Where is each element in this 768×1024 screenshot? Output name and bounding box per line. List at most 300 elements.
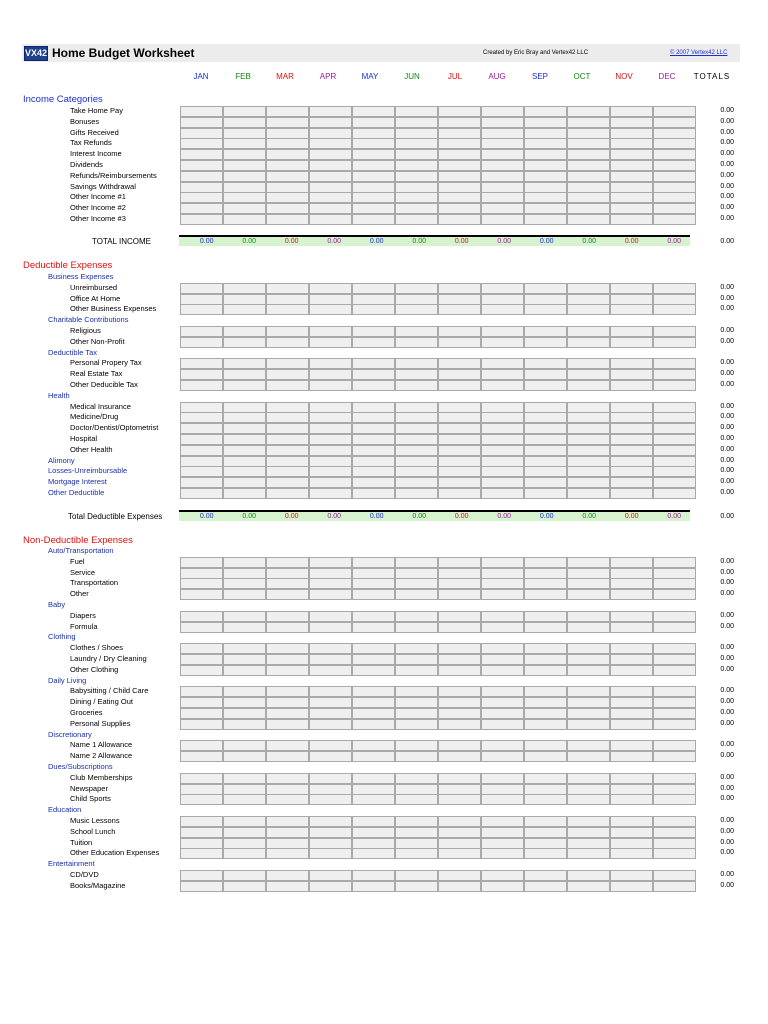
input-cell-feb[interactable]: [223, 117, 266, 128]
input-cell-oct[interactable]: [567, 283, 610, 294]
input-cell-sep[interactable]: [524, 578, 567, 589]
input-cell-mar[interactable]: [266, 160, 309, 171]
input-cell-jul[interactable]: [438, 283, 481, 294]
input-cell-mar[interactable]: [266, 171, 309, 182]
input-cell-may[interactable]: [352, 128, 395, 139]
input-cell-feb[interactable]: [223, 848, 266, 859]
input-cell-oct[interactable]: [567, 740, 610, 751]
input-cell-aug[interactable]: [481, 827, 524, 838]
input-cell-dec[interactable]: [653, 708, 696, 719]
input-cell-oct[interactable]: [567, 827, 610, 838]
input-cell-jul[interactable]: [438, 171, 481, 182]
input-cell-may[interactable]: [352, 477, 395, 488]
input-cell-feb[interactable]: [223, 578, 266, 589]
input-cell-jul[interactable]: [438, 466, 481, 477]
input-cell-apr[interactable]: [309, 751, 352, 762]
input-cell-jun[interactable]: [395, 203, 438, 214]
input-cell-nov[interactable]: [610, 106, 653, 117]
input-cell-may[interactable]: [352, 182, 395, 193]
input-cell-jan[interactable]: [180, 751, 223, 762]
input-cell-mar[interactable]: [266, 488, 309, 499]
input-cell-jan[interactable]: [180, 611, 223, 622]
input-cell-jul[interactable]: [438, 203, 481, 214]
input-cell-jun[interactable]: [395, 488, 438, 499]
input-cell-feb[interactable]: [223, 369, 266, 380]
input-cell-oct[interactable]: [567, 773, 610, 784]
input-cell-jul[interactable]: [438, 456, 481, 467]
input-cell-feb[interactable]: [223, 337, 266, 348]
input-cell-mar[interactable]: [266, 358, 309, 369]
input-cell-dec[interactable]: [653, 827, 696, 838]
input-cell-aug[interactable]: [481, 138, 524, 149]
input-cell-jan[interactable]: [180, 402, 223, 413]
input-cell-may[interactable]: [352, 870, 395, 881]
input-cell-feb[interactable]: [223, 106, 266, 117]
input-cell-nov[interactable]: [610, 138, 653, 149]
input-cell-oct[interactable]: [567, 697, 610, 708]
input-cell-mar[interactable]: [266, 445, 309, 456]
input-cell-apr[interactable]: [309, 369, 352, 380]
input-cell-sep[interactable]: [524, 654, 567, 665]
input-cell-feb[interactable]: [223, 128, 266, 139]
input-cell-sep[interactable]: [524, 488, 567, 499]
input-cell-feb[interactable]: [223, 488, 266, 499]
input-cell-jun[interactable]: [395, 816, 438, 827]
input-cell-apr[interactable]: [309, 203, 352, 214]
input-cell-feb[interactable]: [223, 622, 266, 633]
input-cell-sep[interactable]: [524, 117, 567, 128]
input-cell-jul[interactable]: [438, 380, 481, 391]
input-cell-nov[interactable]: [610, 654, 653, 665]
input-cell-mar[interactable]: [266, 128, 309, 139]
input-cell-jun[interactable]: [395, 358, 438, 369]
input-cell-jan[interactable]: [180, 106, 223, 117]
input-cell-feb[interactable]: [223, 784, 266, 795]
input-cell-oct[interactable]: [567, 665, 610, 676]
input-cell-jan[interactable]: [180, 488, 223, 499]
input-cell-jun[interactable]: [395, 171, 438, 182]
input-cell-mar[interactable]: [266, 578, 309, 589]
input-cell-nov[interactable]: [610, 466, 653, 477]
input-cell-aug[interactable]: [481, 848, 524, 859]
input-cell-oct[interactable]: [567, 751, 610, 762]
input-cell-dec[interactable]: [653, 816, 696, 827]
input-cell-jul[interactable]: [438, 358, 481, 369]
input-cell-apr[interactable]: [309, 445, 352, 456]
input-cell-aug[interactable]: [481, 568, 524, 579]
input-cell-may[interactable]: [352, 740, 395, 751]
input-cell-feb[interactable]: [223, 402, 266, 413]
input-cell-dec[interactable]: [653, 294, 696, 305]
input-cell-oct[interactable]: [567, 870, 610, 881]
input-cell-nov[interactable]: [610, 171, 653, 182]
input-cell-dec[interactable]: [653, 784, 696, 795]
input-cell-mar[interactable]: [266, 326, 309, 337]
input-cell-apr[interactable]: [309, 773, 352, 784]
input-cell-oct[interactable]: [567, 182, 610, 193]
input-cell-may[interactable]: [352, 160, 395, 171]
input-cell-jan[interactable]: [180, 466, 223, 477]
input-cell-aug[interactable]: [481, 719, 524, 730]
input-cell-jan[interactable]: [180, 294, 223, 305]
input-cell-jul[interactable]: [438, 838, 481, 849]
input-cell-sep[interactable]: [524, 827, 567, 838]
input-cell-dec[interactable]: [653, 838, 696, 849]
input-cell-feb[interactable]: [223, 708, 266, 719]
input-cell-dec[interactable]: [653, 128, 696, 139]
input-cell-mar[interactable]: [266, 697, 309, 708]
input-cell-nov[interactable]: [610, 827, 653, 838]
input-cell-sep[interactable]: [524, 643, 567, 654]
input-cell-may[interactable]: [352, 654, 395, 665]
input-cell-nov[interactable]: [610, 816, 653, 827]
input-cell-jul[interactable]: [438, 434, 481, 445]
input-cell-sep[interactable]: [524, 686, 567, 697]
input-cell-oct[interactable]: [567, 304, 610, 315]
input-cell-apr[interactable]: [309, 488, 352, 499]
input-cell-nov[interactable]: [610, 665, 653, 676]
input-cell-jun[interactable]: [395, 412, 438, 423]
input-cell-dec[interactable]: [653, 740, 696, 751]
input-cell-aug[interactable]: [481, 622, 524, 633]
input-cell-mar[interactable]: [266, 719, 309, 730]
input-cell-jun[interactable]: [395, 578, 438, 589]
input-cell-may[interactable]: [352, 326, 395, 337]
input-cell-feb[interactable]: [223, 557, 266, 568]
input-cell-dec[interactable]: [653, 751, 696, 762]
input-cell-nov[interactable]: [610, 380, 653, 391]
input-cell-nov[interactable]: [610, 182, 653, 193]
input-cell-apr[interactable]: [309, 816, 352, 827]
input-cell-sep[interactable]: [524, 402, 567, 413]
input-cell-aug[interactable]: [481, 128, 524, 139]
input-cell-feb[interactable]: [223, 870, 266, 881]
input-cell-jul[interactable]: [438, 611, 481, 622]
input-cell-apr[interactable]: [309, 402, 352, 413]
input-cell-jun[interactable]: [395, 477, 438, 488]
input-cell-may[interactable]: [352, 557, 395, 568]
input-cell-apr[interactable]: [309, 182, 352, 193]
input-cell-dec[interactable]: [653, 106, 696, 117]
input-cell-dec[interactable]: [653, 445, 696, 456]
input-cell-jun[interactable]: [395, 881, 438, 892]
input-cell-jun[interactable]: [395, 870, 438, 881]
input-cell-apr[interactable]: [309, 881, 352, 892]
input-cell-mar[interactable]: [266, 827, 309, 838]
input-cell-mar[interactable]: [266, 773, 309, 784]
input-cell-oct[interactable]: [567, 337, 610, 348]
input-cell-sep[interactable]: [524, 557, 567, 568]
input-cell-sep[interactable]: [524, 838, 567, 849]
input-cell-sep[interactable]: [524, 337, 567, 348]
input-cell-feb[interactable]: [223, 192, 266, 203]
input-cell-sep[interactable]: [524, 568, 567, 579]
input-cell-dec[interactable]: [653, 283, 696, 294]
input-cell-aug[interactable]: [481, 466, 524, 477]
input-cell-sep[interactable]: [524, 358, 567, 369]
input-cell-mar[interactable]: [266, 784, 309, 795]
input-cell-feb[interactable]: [223, 294, 266, 305]
input-cell-sep[interactable]: [524, 192, 567, 203]
input-cell-dec[interactable]: [653, 214, 696, 225]
input-cell-apr[interactable]: [309, 337, 352, 348]
input-cell-aug[interactable]: [481, 294, 524, 305]
input-cell-dec[interactable]: [653, 369, 696, 380]
input-cell-dec[interactable]: [653, 412, 696, 423]
input-cell-may[interactable]: [352, 816, 395, 827]
input-cell-apr[interactable]: [309, 304, 352, 315]
input-cell-nov[interactable]: [610, 794, 653, 805]
input-cell-jan[interactable]: [180, 149, 223, 160]
input-cell-mar[interactable]: [266, 337, 309, 348]
input-cell-nov[interactable]: [610, 128, 653, 139]
input-cell-jul[interactable]: [438, 326, 481, 337]
input-cell-oct[interactable]: [567, 838, 610, 849]
input-cell-sep[interactable]: [524, 326, 567, 337]
input-cell-nov[interactable]: [610, 488, 653, 499]
input-cell-mar[interactable]: [266, 423, 309, 434]
input-cell-mar[interactable]: [266, 838, 309, 849]
input-cell-dec[interactable]: [653, 488, 696, 499]
input-cell-jan[interactable]: [180, 445, 223, 456]
input-cell-jan[interactable]: [180, 192, 223, 203]
input-cell-apr[interactable]: [309, 848, 352, 859]
input-cell-oct[interactable]: [567, 369, 610, 380]
input-cell-oct[interactable]: [567, 423, 610, 434]
input-cell-oct[interactable]: [567, 578, 610, 589]
input-cell-jun[interactable]: [395, 686, 438, 697]
input-cell-aug[interactable]: [481, 740, 524, 751]
input-cell-jun[interactable]: [395, 445, 438, 456]
input-cell-jul[interactable]: [438, 445, 481, 456]
input-cell-may[interactable]: [352, 149, 395, 160]
input-cell-sep[interactable]: [524, 149, 567, 160]
input-cell-jul[interactable]: [438, 881, 481, 892]
input-cell-jan[interactable]: [180, 203, 223, 214]
input-cell-nov[interactable]: [610, 611, 653, 622]
input-cell-feb[interactable]: [223, 434, 266, 445]
input-cell-jan[interactable]: [180, 665, 223, 676]
input-cell-oct[interactable]: [567, 214, 610, 225]
input-cell-may[interactable]: [352, 773, 395, 784]
input-cell-oct[interactable]: [567, 456, 610, 467]
input-cell-jan[interactable]: [180, 719, 223, 730]
input-cell-mar[interactable]: [266, 589, 309, 600]
input-cell-jan[interactable]: [180, 708, 223, 719]
input-cell-jul[interactable]: [438, 848, 481, 859]
input-cell-mar[interactable]: [266, 848, 309, 859]
input-cell-feb[interactable]: [223, 380, 266, 391]
input-cell-sep[interactable]: [524, 611, 567, 622]
input-cell-dec[interactable]: [653, 568, 696, 579]
input-cell-jun[interactable]: [395, 128, 438, 139]
input-cell-jul[interactable]: [438, 589, 481, 600]
input-cell-oct[interactable]: [567, 138, 610, 149]
input-cell-apr[interactable]: [309, 611, 352, 622]
input-cell-feb[interactable]: [223, 138, 266, 149]
input-cell-dec[interactable]: [653, 848, 696, 859]
input-cell-mar[interactable]: [266, 380, 309, 391]
input-cell-jun[interactable]: [395, 557, 438, 568]
input-cell-nov[interactable]: [610, 870, 653, 881]
input-cell-oct[interactable]: [567, 160, 610, 171]
input-cell-aug[interactable]: [481, 611, 524, 622]
input-cell-jan[interactable]: [180, 423, 223, 434]
input-cell-may[interactable]: [352, 358, 395, 369]
input-cell-jun[interactable]: [395, 380, 438, 391]
input-cell-apr[interactable]: [309, 456, 352, 467]
input-cell-jul[interactable]: [438, 827, 481, 838]
input-cell-dec[interactable]: [653, 358, 696, 369]
input-cell-feb[interactable]: [223, 358, 266, 369]
input-cell-jul[interactable]: [438, 138, 481, 149]
input-cell-jun[interactable]: [395, 214, 438, 225]
input-cell-oct[interactable]: [567, 445, 610, 456]
input-cell-oct[interactable]: [567, 654, 610, 665]
input-cell-jun[interactable]: [395, 456, 438, 467]
input-cell-jan[interactable]: [180, 816, 223, 827]
input-cell-jun[interactable]: [395, 402, 438, 413]
input-cell-jan[interactable]: [180, 160, 223, 171]
input-cell-dec[interactable]: [653, 182, 696, 193]
input-cell-jan[interactable]: [180, 740, 223, 751]
input-cell-nov[interactable]: [610, 557, 653, 568]
input-cell-apr[interactable]: [309, 171, 352, 182]
input-cell-jun[interactable]: [395, 784, 438, 795]
input-cell-jan[interactable]: [180, 654, 223, 665]
input-cell-apr[interactable]: [309, 794, 352, 805]
input-cell-may[interactable]: [352, 589, 395, 600]
copyright-link[interactable]: © 2007 Vertex42 LLC: [670, 50, 728, 56]
input-cell-jun[interactable]: [395, 589, 438, 600]
input-cell-may[interactable]: [352, 686, 395, 697]
input-cell-aug[interactable]: [481, 203, 524, 214]
input-cell-oct[interactable]: [567, 326, 610, 337]
input-cell-jun[interactable]: [395, 160, 438, 171]
input-cell-may[interactable]: [352, 838, 395, 849]
input-cell-mar[interactable]: [266, 106, 309, 117]
input-cell-may[interactable]: [352, 794, 395, 805]
input-cell-may[interactable]: [352, 568, 395, 579]
input-cell-mar[interactable]: [266, 654, 309, 665]
input-cell-may[interactable]: [352, 827, 395, 838]
input-cell-jul[interactable]: [438, 708, 481, 719]
input-cell-sep[interactable]: [524, 434, 567, 445]
input-cell-dec[interactable]: [653, 192, 696, 203]
input-cell-nov[interactable]: [610, 838, 653, 849]
input-cell-aug[interactable]: [481, 708, 524, 719]
input-cell-may[interactable]: [352, 445, 395, 456]
input-cell-aug[interactable]: [481, 643, 524, 654]
input-cell-jun[interactable]: [395, 149, 438, 160]
input-cell-jun[interactable]: [395, 138, 438, 149]
input-cell-dec[interactable]: [653, 697, 696, 708]
input-cell-nov[interactable]: [610, 708, 653, 719]
input-cell-may[interactable]: [352, 337, 395, 348]
input-cell-nov[interactable]: [610, 402, 653, 413]
input-cell-feb[interactable]: [223, 740, 266, 751]
input-cell-jan[interactable]: [180, 434, 223, 445]
input-cell-sep[interactable]: [524, 380, 567, 391]
input-cell-may[interactable]: [352, 578, 395, 589]
input-cell-may[interactable]: [352, 434, 395, 445]
input-cell-jun[interactable]: [395, 568, 438, 579]
input-cell-jul[interactable]: [438, 794, 481, 805]
input-cell-apr[interactable]: [309, 283, 352, 294]
input-cell-apr[interactable]: [309, 686, 352, 697]
input-cell-jan[interactable]: [180, 283, 223, 294]
input-cell-nov[interactable]: [610, 283, 653, 294]
input-cell-nov[interactable]: [610, 149, 653, 160]
input-cell-nov[interactable]: [610, 434, 653, 445]
input-cell-mar[interactable]: [266, 751, 309, 762]
input-cell-dec[interactable]: [653, 160, 696, 171]
input-cell-jun[interactable]: [395, 654, 438, 665]
input-cell-oct[interactable]: [567, 568, 610, 579]
input-cell-nov[interactable]: [610, 881, 653, 892]
input-cell-jan[interactable]: [180, 182, 223, 193]
input-cell-jan[interactable]: [180, 589, 223, 600]
input-cell-jul[interactable]: [438, 870, 481, 881]
input-cell-jan[interactable]: [180, 827, 223, 838]
input-cell-apr[interactable]: [309, 827, 352, 838]
input-cell-jan[interactable]: [180, 477, 223, 488]
input-cell-nov[interactable]: [610, 294, 653, 305]
input-cell-may[interactable]: [352, 488, 395, 499]
input-cell-may[interactable]: [352, 708, 395, 719]
input-cell-jul[interactable]: [438, 369, 481, 380]
input-cell-nov[interactable]: [610, 337, 653, 348]
input-cell-sep[interactable]: [524, 171, 567, 182]
input-cell-dec[interactable]: [653, 773, 696, 784]
input-cell-nov[interactable]: [610, 589, 653, 600]
input-cell-oct[interactable]: [567, 784, 610, 795]
input-cell-may[interactable]: [352, 214, 395, 225]
input-cell-apr[interactable]: [309, 622, 352, 633]
input-cell-dec[interactable]: [653, 622, 696, 633]
input-cell-jan[interactable]: [180, 456, 223, 467]
input-cell-sep[interactable]: [524, 160, 567, 171]
input-cell-apr[interactable]: [309, 423, 352, 434]
input-cell-may[interactable]: [352, 294, 395, 305]
input-cell-jul[interactable]: [438, 697, 481, 708]
input-cell-apr[interactable]: [309, 160, 352, 171]
input-cell-oct[interactable]: [567, 708, 610, 719]
input-cell-aug[interactable]: [481, 794, 524, 805]
input-cell-sep[interactable]: [524, 445, 567, 456]
input-cell-jun[interactable]: [395, 751, 438, 762]
input-cell-sep[interactable]: [524, 423, 567, 434]
input-cell-oct[interactable]: [567, 622, 610, 633]
input-cell-jan[interactable]: [180, 881, 223, 892]
input-cell-aug[interactable]: [481, 160, 524, 171]
input-cell-may[interactable]: [352, 412, 395, 423]
input-cell-mar[interactable]: [266, 412, 309, 423]
input-cell-feb[interactable]: [223, 568, 266, 579]
input-cell-sep[interactable]: [524, 589, 567, 600]
input-cell-dec[interactable]: [653, 477, 696, 488]
input-cell-nov[interactable]: [610, 203, 653, 214]
input-cell-aug[interactable]: [481, 434, 524, 445]
input-cell-aug[interactable]: [481, 697, 524, 708]
input-cell-nov[interactable]: [610, 326, 653, 337]
input-cell-dec[interactable]: [653, 870, 696, 881]
input-cell-mar[interactable]: [266, 557, 309, 568]
input-cell-jul[interactable]: [438, 477, 481, 488]
input-cell-feb[interactable]: [223, 589, 266, 600]
input-cell-may[interactable]: [352, 665, 395, 676]
input-cell-jun[interactable]: [395, 622, 438, 633]
